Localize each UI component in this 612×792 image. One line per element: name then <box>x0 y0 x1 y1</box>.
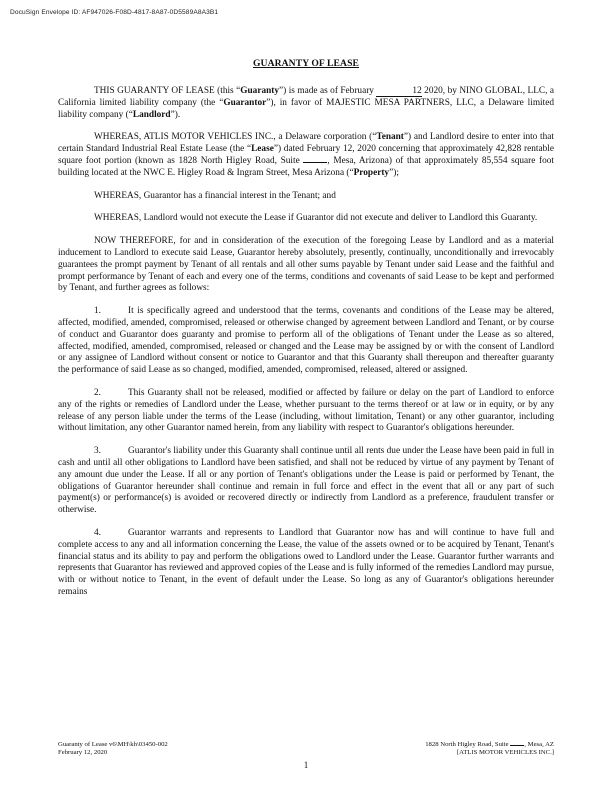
intro-text: ”) is made as of February <box>279 86 377 96</box>
footer-address <box>425 741 554 749</box>
whereas-text: ”) and Landlord desire to enter into that certain Standard Industrial Real Estate Lease (the “ <box>58 132 554 155</box>
section-text: It is specifically agreed and understood that the terms, covenants and conditions of the Lease may be altered, affected, modified, amended, compromised, released or otherwise changed by agreement between Landlord and Tenant, or by course of conduct and Guarantor does guaranty and promise to perform all of the obligations of Tenant under the Lease as so altered, affected, modified, amended, compromised, released or changed and the Lease may be assigned by or with the consent of Landlord or any assignee of Landlord without consent or notice to Guarantor and that this Guaranty shall thereupon and thereafter guaranty the performance of said Lease as so changed, modified, amended, compromised, released, altered or assigned. <box>58 306 554 376</box>
defined-term-property: Property <box>353 167 390 178</box>
section-number: 2. <box>94 387 101 398</box>
now-therefore-paragraph: NOW THEREFORE, for and in consideration of the execution of the foregoing Lease by Landlord and as a material inducement to Landlord to execute said Lease, Guarantor hereby absolutely, presently, continually, unconditionally and irrevocably guarantees the prompt payment by Tenant of all rentals and all other sums payable by Tenant under said Lease and the faithful and prompt performance by Tenant of each and every one of the terms, conditions and covenants of said Lease to be kept and performed by Tenant, and further agrees as follows: <box>58 236 554 294</box>
section-4 <box>58 528 554 599</box>
page-number: 1 <box>303 760 309 770</box>
footer-address-text: 1828 North Higley Road, Suite <box>425 741 509 748</box>
intro-text: THIS GUARANTY OF LEASE (this “ <box>94 86 241 96</box>
defined-term-tenant: Tenant <box>376 132 404 143</box>
suite-number-blank[interactable] <box>303 162 327 163</box>
intro-text: ”), in favor of MAJESTIC MESA PARTNERS, LLC, a Delaware limited liability company (“ <box>58 97 554 120</box>
footer-address-text: , Mesa, AZ <box>524 741 554 748</box>
defined-term-landlord: Landlord <box>132 109 171 120</box>
section-text: Guarantor's liability under this Guaranty shall continue until all rents due under the Lease have been paid in full in cash and until all other obligations to Landlord have been satisfied, and shall not be reduced by virtue of any payment by Tenant of any amount due under the Lease. If all or any portion of Tenant's obligations under the Lease is paid or performed by Tenant, the obligations of Guarantor hereunder shall continue and remain in full force and effect in the event that all or any part of such payment(s) or performance(s) is avoided or recovered directly or indirectly from Landlord as a preference, fraudulent transfer or otherwise. <box>58 446 554 516</box>
whereas-text: ”); <box>389 167 399 178</box>
section-1 <box>58 306 554 377</box>
defined-term-guarantor: Guarantor <box>223 97 267 108</box>
section-number: 1. <box>94 306 101 317</box>
intro-text: 2020, by NINO GLOBAL, LLC, a California limited liability company (the “ <box>58 86 554 108</box>
section-text: This Guaranty shall not be released, modified or affected by failure or delay on the part of Landlord to enforce any of the rights or remedies of Landlord under the Lease, whether pursuant to the terms thereof or at law or in equity, or by any release of any person liable under the terms of the Lease (including, without limitation, Tenant) or any other guarantor, including without limitation, any other Guarantor named herein, from any liability with respect to Guarantor's obligations hereunder. <box>58 387 554 434</box>
footer-right <box>425 741 554 757</box>
whereas-interest-paragraph: WHEREAS, Guarantor has a financial interest in the Tenant; and <box>94 190 336 201</box>
footer-tenant-name: [ATLIS MOTOR VEHICLES INC.] <box>456 749 554 756</box>
document-body <box>58 58 554 610</box>
footer-suite-blank <box>510 745 524 746</box>
section-3 <box>58 446 554 517</box>
section-2 <box>58 388 554 435</box>
footer-date: February 12, 2020 <box>58 749 108 756</box>
whereas-text: ”) dated February 12, 2020 concerning that approximately 42,828 rentable square foot portion (known as 1828 North Higley Road, Suite <box>58 144 555 166</box>
whereas-text: , Mesa, Arizona) of that approximately 85,554 square foot building located at the NWC E. Higley Road & Ingram Street, Mesa Arizona (“ <box>58 155 554 178</box>
footer-left <box>58 741 168 757</box>
whereas-execute-paragraph: WHEREAS, Landlord would not execute the Lease if Guarantor did not execute and deliver to Landlord this Guaranty. <box>94 213 538 224</box>
intro-paragraph <box>58 86 554 121</box>
defined-term-guaranty: Guaranty <box>240 86 280 96</box>
defined-term-lease: Lease <box>251 144 274 155</box>
footer-document-ref: Guaranty of Lease v6\MH\kh\03450-002 <box>58 741 168 748</box>
docusign-envelope-id: DocuSign Envelope ID: AF947026-F08D-4817-8A87-0D5589A8A3B1 <box>10 9 219 16</box>
intro-text: ”). <box>170 109 181 120</box>
date-day-field[interactable]: 12 <box>376 87 421 97</box>
section-number: 4. <box>94 527 101 538</box>
document-title: GUARANTY OF LEASE <box>253 58 359 69</box>
whereas-tenant-paragraph <box>58 132 554 179</box>
whereas-text: WHEREAS, ATLIS MOTOR VEHICLES INC., a Delaware corporation (“ <box>94 132 377 143</box>
section-text: Guarantor warrants and represents to Landlord that Guarantor now has and will continue to have full and complete access to any and all information concerning the Lease, the value of the assets owned or to be acquired by Tenant, Tenant's financial status and its ability to pay and perform the obligations owed to Landlord under the Lease. Guarantor further warrants and represents that Guarantor has reviewed and approved copies of the Lease and is fully informed of the remedies Landlord may pursue, with or without notice to Tenant, in the event of default under the Lease. So long as any of Guarantor's obligations hereunder remains <box>58 527 554 597</box>
section-number: 3. <box>94 446 101 457</box>
